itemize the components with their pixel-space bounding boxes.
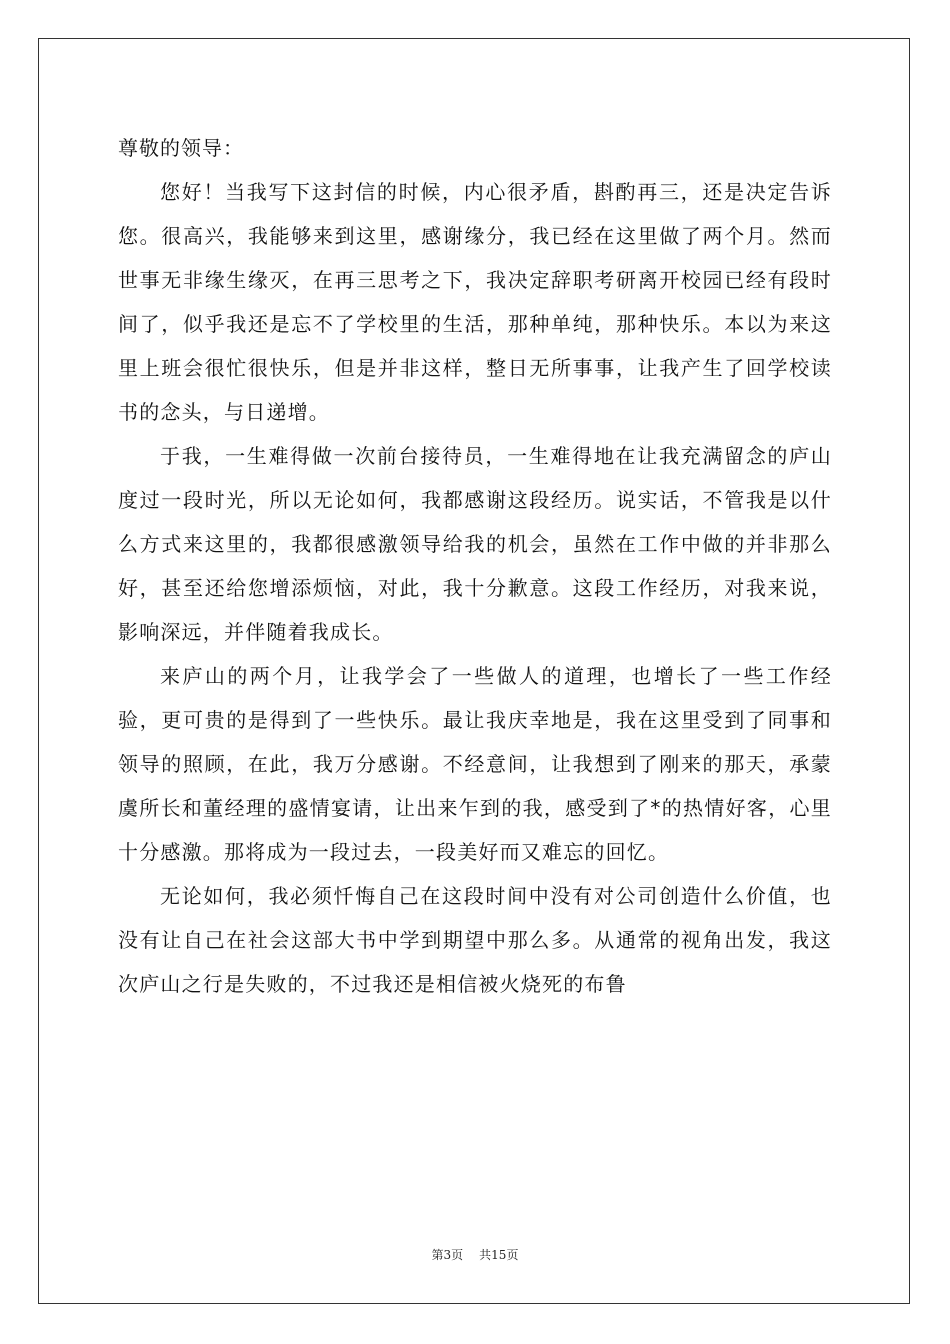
page-number: 第3页: [431, 1248, 464, 1262]
page-total: 共15页: [479, 1248, 519, 1262]
paragraph: 您好！当我写下这封信的时候，内心很矛盾，斟酌再三，还是决定告诉您。很高兴，我能够来到这里，感谢缘分，我已经在这里做了两个月。然而世事无非缘生缘灭，在再三思考之下，我决定辞职考研离开校园已经有段时间了，似乎我还是忘不了学校里的生活，那种单纯，那种快乐。本以为来这里上班会很忙很快乐，但是并非这样，整日无所事事，让我产生了回学校读书的念头，与日递增。: [118, 180, 832, 424]
paragraph: 于我，一生难得做一次前台接待员，一生难得地在让我充满留念的庐山度过一段时光，所以无论如何，我都感谢这段经历。说实话，不管我是以什么方式来这里的，我都很感激领导给我的机会，虽然在工作中做的并非那么好，甚至还给您增添烦恼，对此，我十分歉意。这段工作经历，对我来说，影响深远，并伴随着我成长。: [118, 444, 832, 644]
letter-body: [118, 126, 832, 1006]
page-footer: [0, 1246, 950, 1263]
paragraph: 无论如何，我必须忏悔自己在这段时间中没有对公司创造什么价值，也没有让自己在社会这部大书中学到期望中那么多。从通常的视角出发，我这次庐山之行是失败的，不过我还是相信被火烧死的布鲁: [118, 884, 832, 996]
paragraph: 来庐山的两个月，让我学会了一些做人的道理，也增长了一些工作经验，更可贵的是得到了一些快乐。最让我庆幸地是，我在这里受到了同事和领导的照顾，在此，我万分感谢。不经意间，让我想到了刚来的那天，承蒙虞所长和董经理的盛情宴请，让出来乍到的我，感受到了*的热情好客，心里十分感激。那将成为一段过去，一段美好而又难忘的回忆。: [118, 664, 832, 864]
salutation: 尊敬的领导：: [118, 136, 244, 160]
